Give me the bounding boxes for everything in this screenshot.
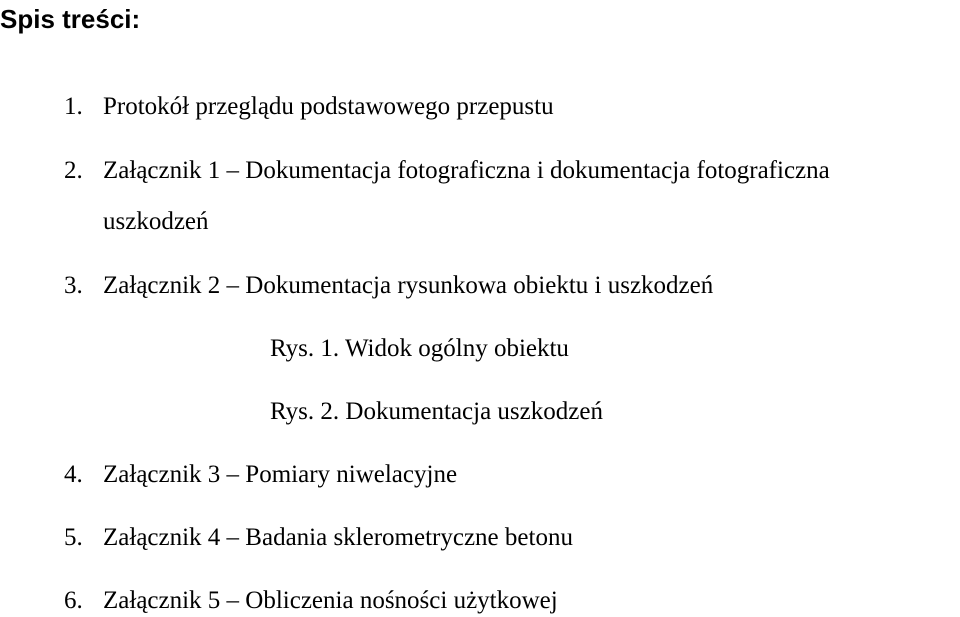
toc-title: Spis treści: (0, 4, 141, 34)
toc-item-6 (64, 585, 558, 617)
toc-item-number: 1. (64, 93, 83, 120)
toc-item-number: 5. (64, 524, 83, 551)
toc-item-3 (64, 270, 713, 302)
toc-item-text: Załącznik 4 – Badania sklerometryczne betonu (103, 524, 573, 551)
toc-item-number: 3. (64, 272, 83, 299)
toc-item-text: Załącznik 2 – Dokumentacja rysunkowa obiektu i uszkodzeń (103, 272, 714, 299)
toc-item-text: Załącznik 1 – Dokumentacja fotograficzna i dokumentacja fotograficzna (103, 157, 830, 184)
toc-item-number: 2. (64, 157, 83, 184)
toc-item-number: 6. (64, 587, 83, 614)
toc-item-4 (64, 459, 457, 491)
toc-item-text: Protokół przeglądu podstawowego przepustu (103, 93, 554, 120)
toc-item-number: 4. (64, 461, 83, 488)
toc-item-text: Załącznik 5 – Obliczenia nośności użytkowej (103, 587, 558, 614)
toc-subitem-2: Rys. 2. Dokumentacja uszkodzeń (270, 398, 603, 425)
toc-item-5 (64, 522, 573, 554)
toc-item-2-continuation: uszkodzeń (103, 208, 209, 235)
toc-item-text: Załącznik 3 – Pomiary niwelacyjne (103, 461, 458, 488)
toc-item-2 (64, 155, 830, 187)
toc-subitem-1: Rys. 1. Widok ogólny obiektu (270, 335, 569, 362)
toc-item-1 (64, 91, 554, 123)
